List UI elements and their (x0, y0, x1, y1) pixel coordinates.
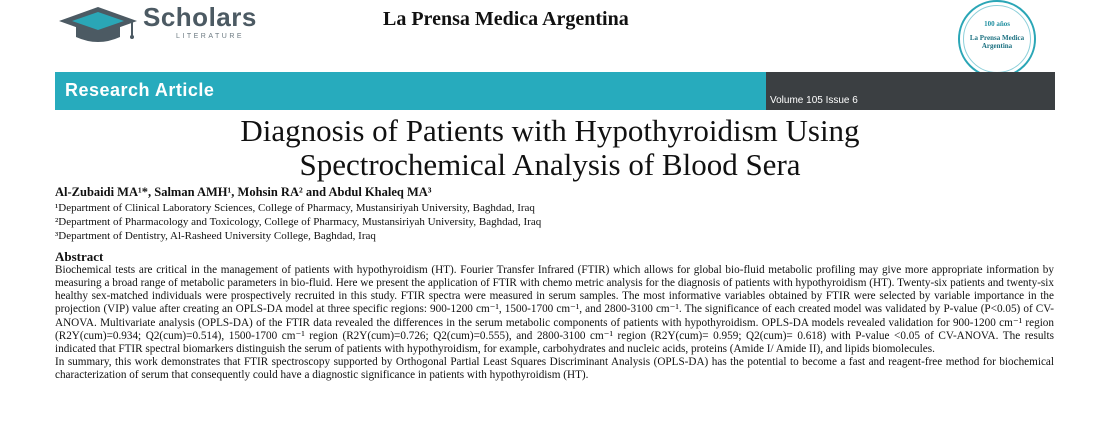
abstract-paragraph-1: Biochemical tests are critical in the management of patients with hypothyroidism (HT). Fourier Transfer Infrared (FTIR) which allows for global bio-fluid metabolic profiling may give more appropriate information by measuring a broad range of metabolic parameters in bio-fluid. Here we present the application of FTIR with chemo metric analysis for the diagnosis of patients with hypothyroidism (HT). Twenty-six patients and twenty-six healthy sex-matched individuals were prospectively recruited in this study. FTIR spectra were measured in serum samples. The most informative variables obtained by FTIR were selected by variable importance in the projection (VIP) value after creating an OPLS-DA model at three specific regions: 900-1200 cm⁻¹, 1500-1700 cm⁻¹, and 2800-3100 cm⁻¹. The significance of each created model was validated by P-value (P<0.05) of CV-ANOVA. Multivariate analysis (OPLS-DA) of the FTIR data revealed the differences in the serum metabolic components of patients with hypothyroidism. OPLS-DA models revealed validation for 900-1200 cm⁻¹ region (R2Y(cum)=0.934; Q2(cum)=0.514), 1500-1700 cm⁻¹ region (R2Y(cum)=0.726; Q2(cum)=0.555), and 2800-3100 cm⁻¹ region (R2Y(cum)= 0.959; Q2(cum)= 0.618) with P-value <0.05 of CV-ANOVA. The results indicated that FTIR spectral biomarkers distinguish the serum of patients with hypothyroidism, for example, carbohydrates and nucleic acids, proteins (Amide I/ Amide II), and lipids biomolecules. (55, 264, 1054, 355)
journal-name: La Prensa Medica Argentina (383, 8, 629, 30)
affiliation-3: ³Department of Dentistry, Al-Rasheed University College, Baghdad, Iraq (55, 230, 376, 242)
seal-icon (958, 0, 1036, 78)
abstract-heading: Abstract (55, 249, 104, 264)
page-header (0, 0, 1100, 72)
graduation-cap-icon (58, 6, 138, 46)
article-title-line-1: Diagnosis of Patients with Hypothyroidism Using (240, 113, 860, 148)
article-type-label: Research Article (65, 80, 215, 100)
volume-issue: Volume 105 Issue 6 (770, 95, 858, 106)
author-list: Al-Zubaidi MA¹*, Salman AMH¹, Mohsin RA² and Abdul Khaleq MA³ (55, 185, 432, 199)
volume-banner (766, 72, 1055, 110)
seal-journal-text: La Prensa Medica Argentina (969, 34, 1025, 50)
abstract-paragraph-2: In summary, this work demonstrates that FTIR spectroscopy supported by Orthogonal Partial Least Squares Discriminant Analysis (OPLS-DA) has the potential to become a fast and reagent-free method for biochemical characterization of serum that consequently could have a diagnostic significance in patients with hypothyroidism (HT). (55, 356, 1054, 382)
publisher-name: Scholars (143, 2, 257, 32)
abstract-body (55, 264, 1054, 382)
seal-top-text: 100 años (984, 20, 1010, 28)
article-title-line-2: Spectrochemical Analysis of Blood Sera (299, 147, 801, 182)
publisher-subtitle: LITERATURE (176, 33, 245, 40)
article-type-banner (55, 72, 766, 110)
affiliation-2: ²Department of Pharmacology and Toxicology, College of Pharmacy, Mustansiriyah University, Baghdad, Iraq (55, 216, 542, 228)
affiliation-1: ¹Department of Clinical Laboratory Sciences, College of Pharmacy, Mustansiriyah University, Baghdad, Iraq (55, 202, 535, 214)
